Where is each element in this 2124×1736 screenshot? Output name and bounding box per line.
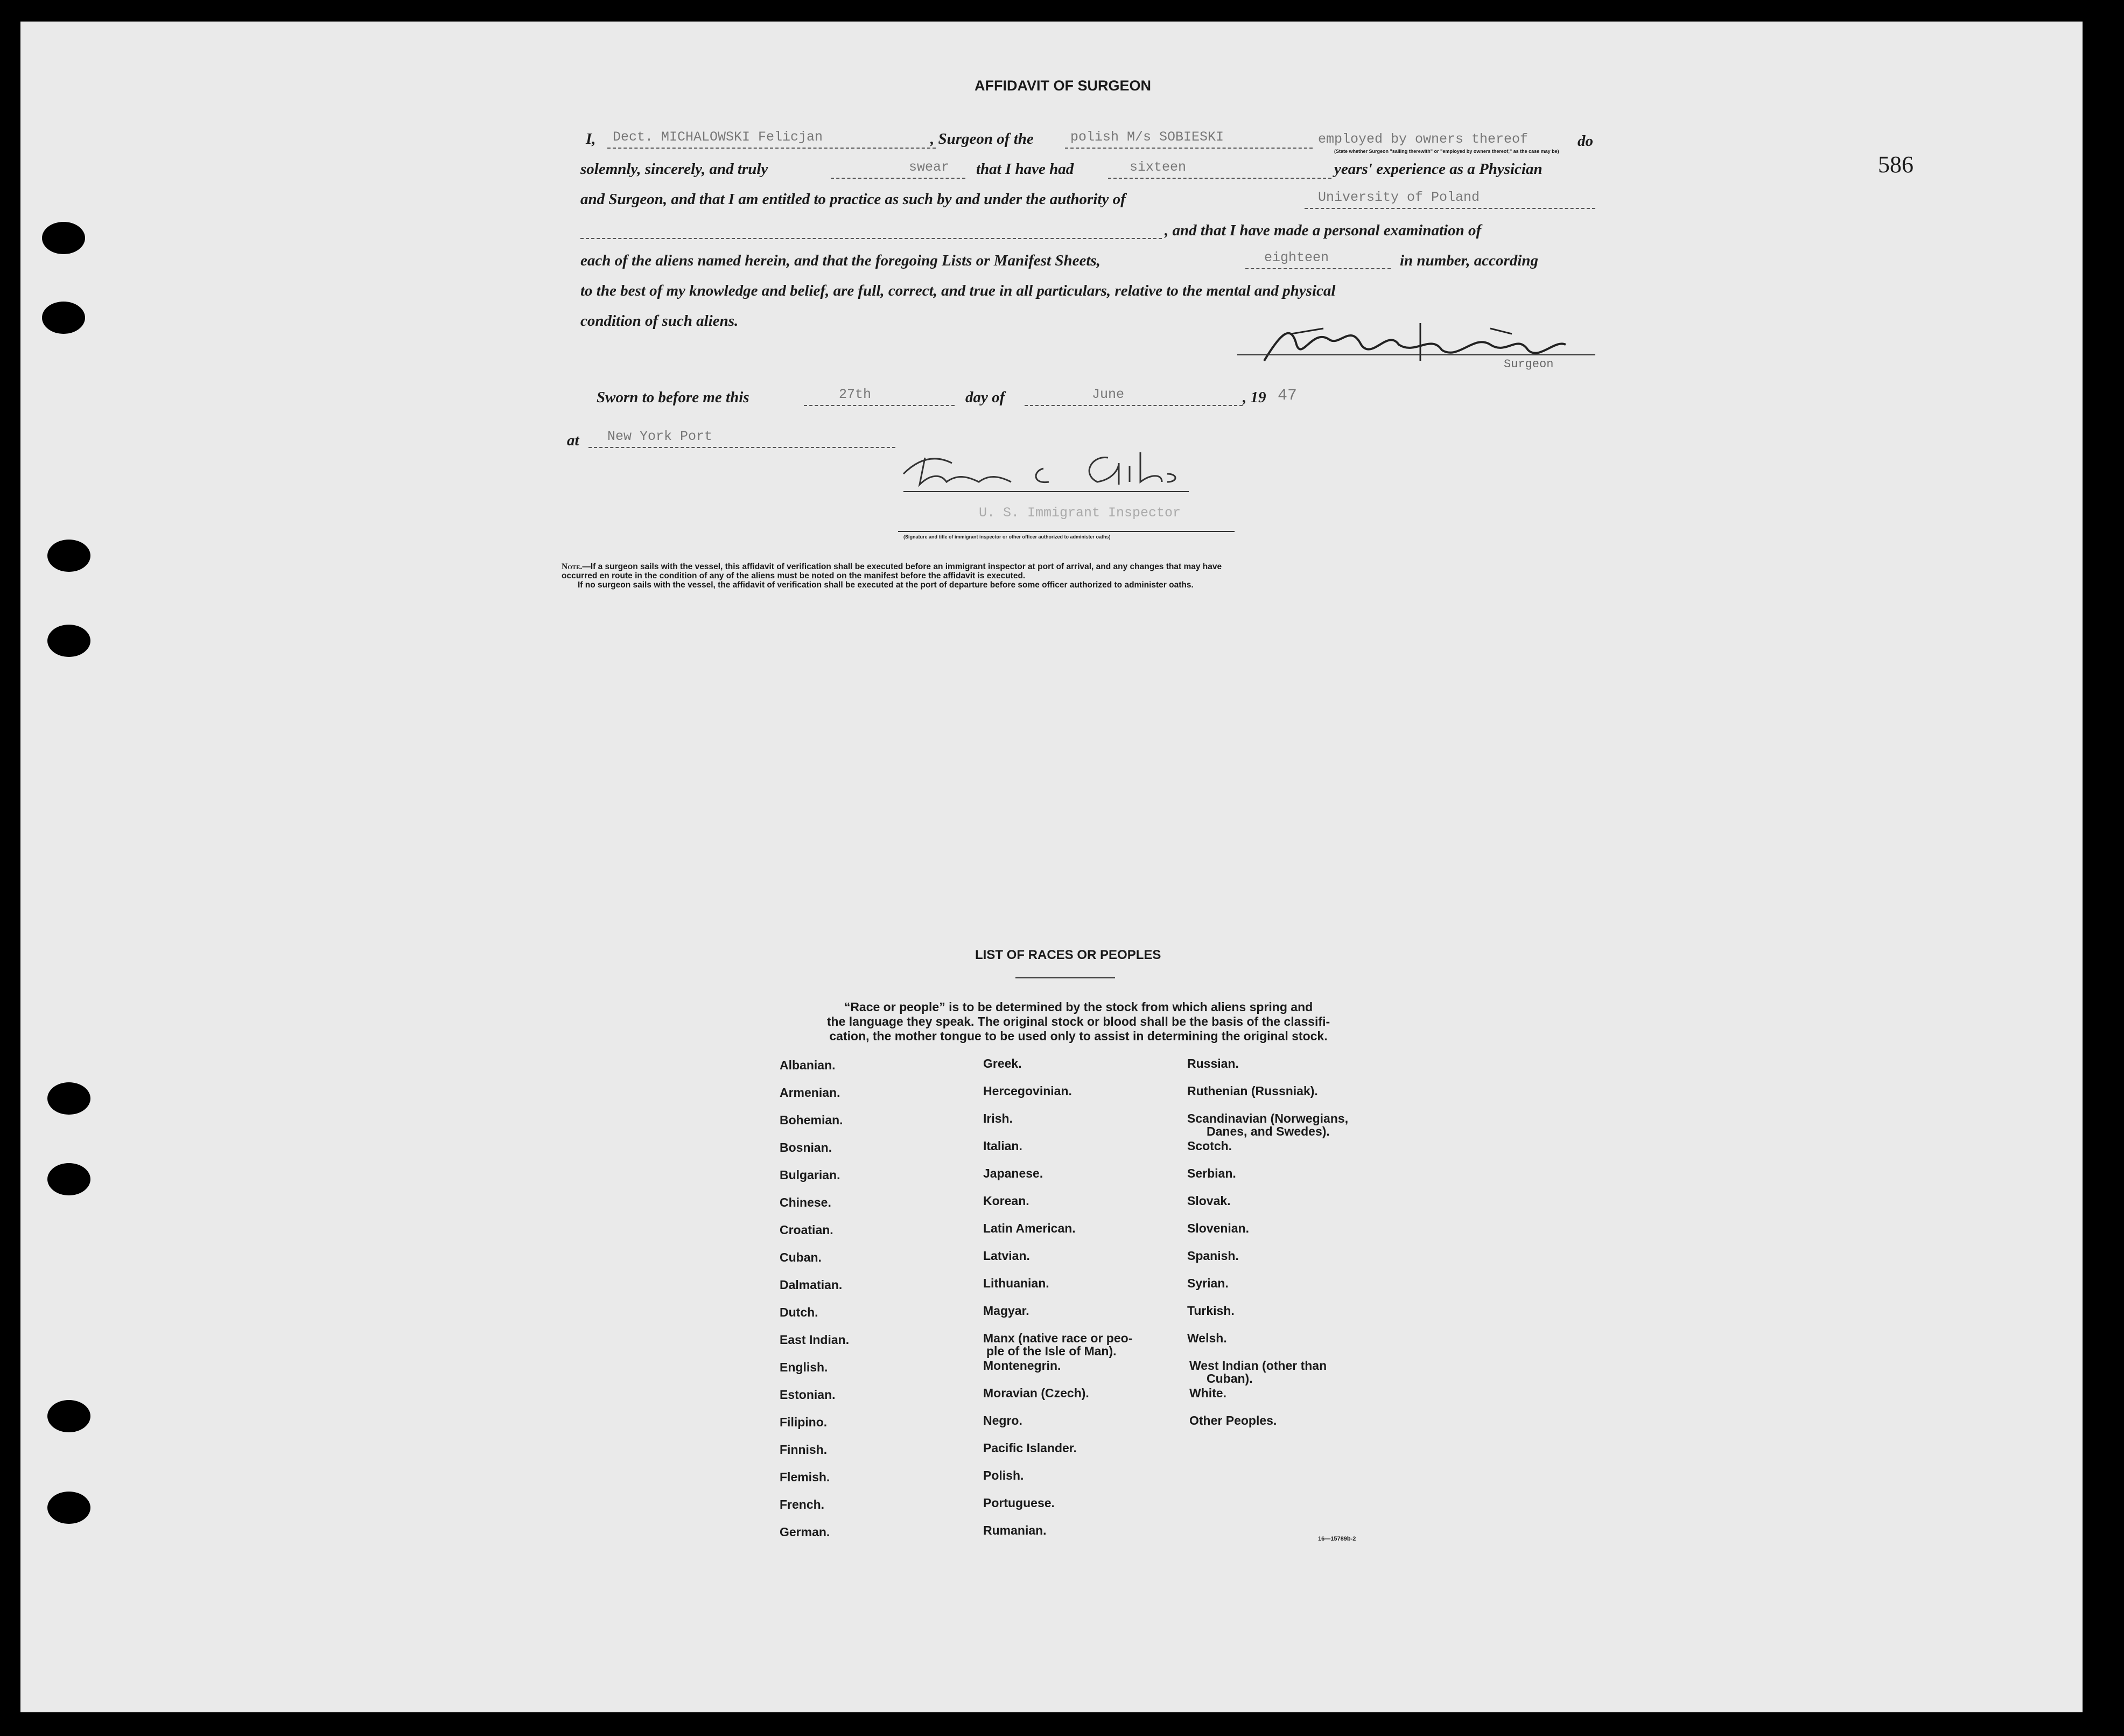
fill-line (1245, 268, 1391, 269)
race-item: Syrian. (1187, 1276, 1229, 1290)
inspector-signature (893, 442, 1194, 495)
form-number: 16—15789b-2 (1318, 1536, 1356, 1542)
fill-line (831, 178, 965, 179)
race-item: East Indian. (780, 1333, 850, 1347)
page-number: 586 (1878, 151, 1913, 178)
oath: swear (909, 159, 950, 175)
race-item: Bulgarian. (780, 1168, 840, 1182)
binder-hole (47, 1492, 90, 1524)
note (562, 562, 1222, 590)
race-item: French. (780, 1497, 825, 1511)
fill-line (1025, 405, 1243, 406)
race-item: Flemish. (780, 1470, 830, 1484)
place: New York Port (607, 429, 713, 444)
inspector-hint: (Signature and title of immigrant inspector or other officer authorized to administer oaths) (903, 534, 1111, 540)
note-body: —If a surgeon sails with the vessel, this affidavit of verification shall be executed before an immigrant inspector at port of arrival, and any changes that may have (582, 562, 1222, 571)
fill-line (1305, 208, 1595, 209)
signature-line (898, 531, 1235, 532)
employment-hint: (State whether Surgeon "sailing therewith" or "employed by owners thereof," as the case may be) (1334, 149, 1559, 154)
race-item: Ruthenian (Russniak). (1187, 1084, 1318, 1098)
fill-line (1108, 178, 1331, 179)
race-item: English. (780, 1360, 828, 1374)
race-item: ple of the Isle of Man). (986, 1344, 1117, 1358)
race-item: Filipino. (780, 1415, 828, 1429)
race-item: Negro. (983, 1413, 1022, 1427)
binder-hole (47, 625, 90, 657)
years: sixteen (1130, 159, 1187, 175)
note-body: If no surgeon sails with the vessel, the affidavit of verification shall be executed at the port of departure before some officer authorized to administer oaths. (578, 580, 1194, 590)
employment: employed by owners thereof (1318, 131, 1529, 147)
race-item: Latin American. (983, 1221, 1076, 1235)
intro-line: the language they speak. The original stock or blood shall be the basis of the classifi- (826, 1014, 1330, 1028)
text: , 19 (1243, 389, 1266, 406)
race-item: Dutch. (780, 1305, 818, 1319)
race-item: Turkish. (1187, 1304, 1235, 1318)
text: each of the aliens named herein, and that the foregoing Lists or Manifest Sheets, (580, 252, 1100, 269)
sworn-month: June (1092, 387, 1125, 402)
text: , and that I have made a personal examination of (1165, 222, 1482, 239)
race-item: Pacific Islander. (983, 1441, 1077, 1455)
race-item: Moravian (Czech). (983, 1386, 1089, 1400)
race-item: Danes, and Swedes). (1207, 1124, 1330, 1138)
fill-line (804, 405, 955, 406)
race-item: Other Peoples. (1189, 1413, 1277, 1427)
note-lead: Note. (562, 562, 583, 571)
title-underline (1015, 977, 1115, 978)
race-item: Spanish. (1187, 1249, 1239, 1263)
race-item: Bosnian. (780, 1140, 832, 1154)
race-item: Japanese. (983, 1166, 1043, 1180)
race-item: Rumanian. (983, 1523, 1047, 1537)
signature-line (903, 491, 1189, 492)
text: in number, according (1400, 252, 1539, 269)
race-item: Lithuanian. (983, 1276, 1049, 1290)
races-column-2 (983, 1057, 1132, 1551)
surgeon-name: Dect. MICHALOWSKI Felicjan (613, 129, 823, 145)
race-item: Italian. (983, 1139, 1022, 1153)
sworn-day: 27th (839, 387, 872, 402)
race-item: Scandinavian (Norwegians, (1187, 1111, 1349, 1125)
fill-line (607, 148, 936, 149)
race-item: Armenian. (780, 1086, 840, 1100)
text: solemnly, sincerely, and truly (580, 160, 768, 178)
binder-hole (42, 222, 85, 254)
document-sheet (20, 22, 2083, 1712)
fill-line (588, 447, 895, 448)
text: do (1578, 132, 1593, 150)
race-item: Polish. (983, 1468, 1024, 1482)
races-title: LIST OF RACES OR PEOPLES (975, 948, 1161, 962)
binder-hole (47, 540, 90, 572)
race-item: Slovak. (1187, 1194, 1231, 1208)
text: and Surgeon, and that I am entitled to practice as such by and under the authority of (580, 191, 1126, 208)
sworn-year: 47 (1278, 387, 1298, 405)
race-item: West Indian (other than (1189, 1359, 1327, 1373)
race-item: Montenegrin. (983, 1359, 1061, 1373)
race-item: Serbian. (1187, 1166, 1236, 1180)
race-item: Welsh. (1187, 1331, 1227, 1345)
inspector-title: U. S. Immigrant Inspector (979, 505, 1181, 521)
race-item: Bohemian. (780, 1113, 843, 1127)
race-item: Finnish. (780, 1443, 828, 1457)
race-item: German. (780, 1525, 830, 1539)
note-body: occurred en route in the condition of any of the aliens must be noted on the manifest before the affidavit is executed. (562, 571, 1026, 580)
text: that I have had (976, 160, 1074, 178)
text: at (567, 432, 579, 449)
race-item: Albanian. (780, 1058, 836, 1072)
text: years' experience as a Physician (1334, 160, 1543, 178)
binder-hole (42, 302, 85, 334)
race-item: Greek. (983, 1056, 1022, 1070)
race-item: Cuban. (780, 1250, 822, 1264)
race-item: Latvian. (983, 1249, 1030, 1263)
race-item: Russian. (1187, 1056, 1239, 1070)
race-item: Dalmatian. (780, 1278, 843, 1292)
race-item: Manx (native race or peo- (983, 1331, 1133, 1345)
text: , Surgeon of the (930, 130, 1034, 148)
text: day of (965, 389, 1005, 406)
race-item: Scotch. (1187, 1139, 1232, 1153)
race-item: Slovenian. (1187, 1221, 1250, 1235)
text: I, (586, 130, 596, 148)
race-item: Croatian. (780, 1223, 833, 1237)
race-item: Irish. (983, 1111, 1013, 1125)
races-column-1 (780, 1059, 849, 1553)
binder-hole (47, 1082, 90, 1115)
races-column-3 (1187, 1057, 1348, 1441)
race-item: Portuguese. (983, 1496, 1055, 1510)
race-item: Magyar. (983, 1304, 1029, 1318)
race-item: Chinese. (780, 1195, 831, 1209)
text: condition of such aliens. (580, 312, 739, 330)
binder-hole (47, 1400, 90, 1432)
affidavit-title: AFFIDAVIT OF SURGEON (975, 78, 1151, 94)
intro-line: cation, the mother tongue to be used only to assist in determining the original stock. (829, 1029, 1328, 1043)
race-item: White. (1189, 1386, 1226, 1400)
race-item: Cuban). (1207, 1371, 1253, 1385)
intro-line: “Race or people” is to be determined by the stock from which aliens spring and (844, 1000, 1313, 1014)
surgeon-label: Surgeon (1504, 358, 1554, 371)
race-item: Korean. (983, 1194, 1029, 1208)
binder-hole (47, 1163, 90, 1195)
fill-line (580, 238, 1162, 239)
races-intro (777, 1000, 1380, 1044)
text: to the best of my knowledge and belief, are full, correct, and true in all particulars, relative to the mental and physical (580, 282, 1336, 299)
race-item: Hercegovinian. (983, 1084, 1072, 1098)
fill-line (1065, 148, 1313, 149)
sheets-count: eighteen (1264, 250, 1329, 265)
ship-name: polish M/s SOBIESKI (1070, 129, 1224, 145)
race-item: Estonian. (780, 1388, 836, 1402)
signature-line (1237, 354, 1595, 355)
authority: University of Poland (1318, 190, 1480, 205)
text: Sworn to before me this (597, 389, 749, 406)
